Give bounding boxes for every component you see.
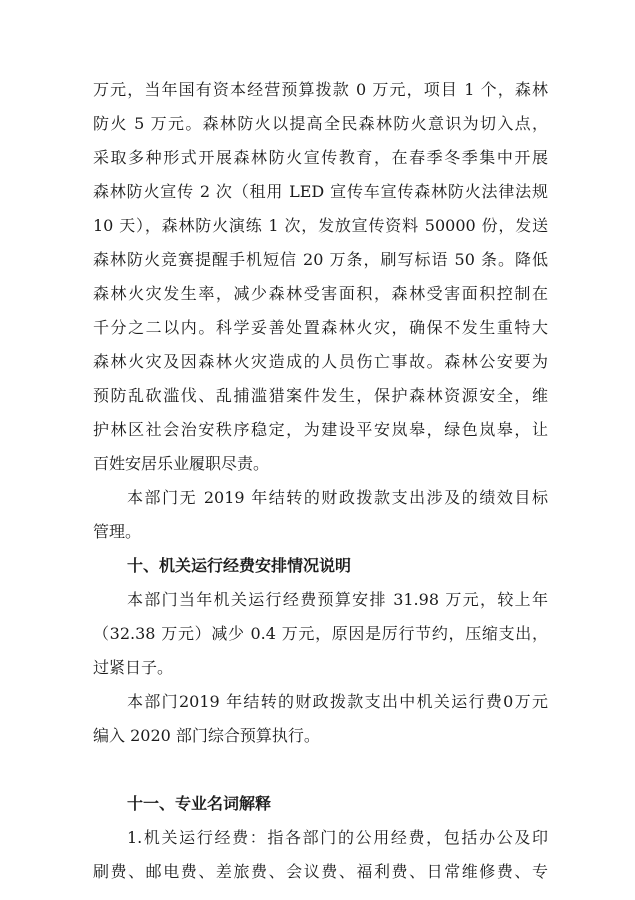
text-line: 本部门无 2019 年结转的财政拨款支出涉及的绩效目标 xyxy=(127,488,548,507)
paragraph-terminology xyxy=(93,821,548,889)
text-line: 森林防火宣传 2 次（租用 LED 宣传车宣传森林防火法律法规 xyxy=(93,182,548,201)
blank-line xyxy=(93,753,548,787)
paragraph-performance-goals xyxy=(93,481,548,549)
section-heading-11: 十一、专业名词解释 xyxy=(127,794,272,813)
text-line: 刷费、邮电费、差旅费、会议费、福利费、日常维修费、专 xyxy=(93,862,548,881)
text-line: 森林火灾及因森林火灾造成的人员伤亡事故。森林公安要为 xyxy=(93,352,548,371)
text-line: 万元，当年国有资本经营预算拨款 0 万元，项目 1 个，森林 xyxy=(93,80,548,99)
text-line: 管理。 xyxy=(93,522,142,541)
paragraph-forest-fire-prevention xyxy=(93,73,548,481)
text-line: （32.38 万元）减少 0.4 万元，原因是厉行节约，压缩支出， xyxy=(93,624,548,643)
text-line: 百姓安居乐业履职尽责。 xyxy=(93,454,270,473)
text-line: 防火 5 万元。森林防火以提高全民森林防火意识为切入点， xyxy=(93,114,548,133)
section-heading-10: 十、机关运行经费安排情况说明 xyxy=(127,556,352,575)
text-line: 本部门2019 年结转的财政拨款支出中机关运行费0万元 xyxy=(127,692,548,711)
text-line: 1.机关运行经费：指各部门的公用经费，包括办公及印 xyxy=(127,828,548,847)
paragraph-carryover xyxy=(93,685,548,753)
text-line: 编入 2020 部门综合预算执行。 xyxy=(93,726,320,745)
document-page xyxy=(93,73,548,889)
text-line: 护林区社会治安秩序稳定，为建设平安岚皋，绿色岚皋，让 xyxy=(93,420,548,439)
text-line: 采取多种形式开展森林防火宣传教育，在春季冬季集中开展 xyxy=(93,148,548,167)
paragraph-operating-budget xyxy=(93,583,548,685)
text-line: 10 天），森林防火演练 1 次，发放宣传资料 50000 份，发送 xyxy=(93,216,548,235)
text-line: 本部门当年机关运行经费预算安排 31.98 万元，较上年 xyxy=(127,590,548,609)
text-line: 预防乱砍滥伐、乱捕滥猎案件发生，保护森林资源安全，维 xyxy=(93,386,548,405)
text-line: 森林防火竞赛提醒手机短信 20 万条，刷写标语 50 条。降低 xyxy=(93,250,548,269)
text-line: 过紧日子。 xyxy=(93,658,174,677)
text-line: 森林火灾发生率，减少森林受害面积，森林受害面积控制在 xyxy=(93,284,548,303)
text-line: 千分之二以内。科学妥善处置森林火灾，确保不发生重特大 xyxy=(93,318,548,337)
